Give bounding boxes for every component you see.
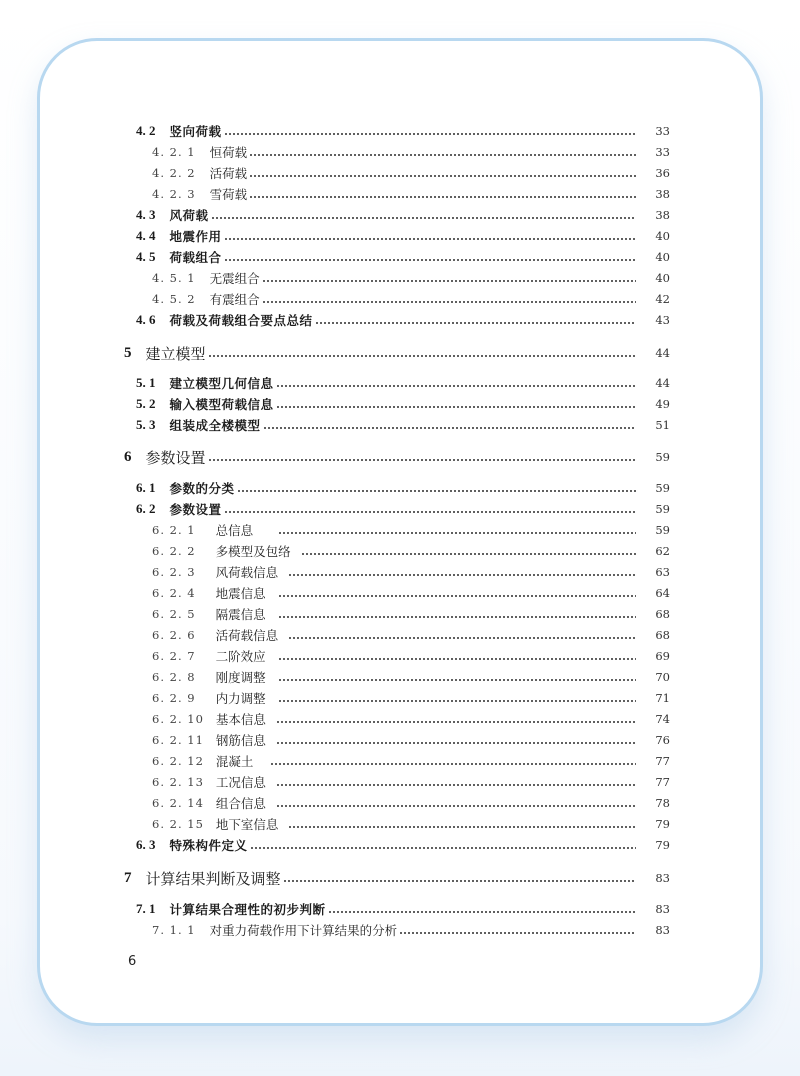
toc-entry-page: 62 xyxy=(655,544,670,558)
toc-entry-section[interactable] xyxy=(0,394,800,414)
toc-leader-dots xyxy=(278,595,636,597)
toc-entry-number: 4. 4 xyxy=(136,228,156,243)
toc-entry-title: 对重力荷载作用下计算结果的分析 xyxy=(209,923,398,938)
toc-entry-sub2[interactable] xyxy=(0,541,800,561)
toc-entry-title: 参数设置 xyxy=(169,502,222,517)
toc-entry-page: 59 xyxy=(655,502,670,516)
toc-entry-page: 64 xyxy=(655,586,670,600)
toc-entry-page: 77 xyxy=(655,754,670,768)
toc-entry-page: 76 xyxy=(655,733,670,747)
toc-entry-chapter[interactable] xyxy=(0,343,800,363)
toc-entry-sub2[interactable] xyxy=(0,520,800,540)
toc-entry-section[interactable] xyxy=(0,415,800,435)
toc-entry-section[interactable] xyxy=(0,373,800,393)
toc-leader-dots xyxy=(328,911,636,913)
toc-entry-page: 33 xyxy=(655,124,670,138)
toc-entry-section[interactable] xyxy=(0,478,800,498)
toc-entry-sub2[interactable] xyxy=(0,688,800,708)
toc-entry-page: 44 xyxy=(655,376,670,390)
toc-entry-number: 5. 2 xyxy=(136,396,156,411)
toc-entry-section[interactable] xyxy=(0,899,800,919)
toc-entry-sub[interactable] xyxy=(0,268,800,288)
toc-entry-title: 特殊构件定义 xyxy=(169,838,248,853)
toc-leader-dots xyxy=(208,355,636,357)
toc-entry-number: 4. 6 xyxy=(136,312,156,327)
toc-entry-number: 7 xyxy=(124,869,132,886)
toc-entry-sub2[interactable] xyxy=(0,793,800,813)
toc-entry-page: 69 xyxy=(655,649,670,663)
toc-entry-number: 4. 5. 1 xyxy=(152,271,196,285)
toc-entry-title: 输入模型荷载信息 xyxy=(169,397,274,412)
toc-entry-title: 荷载及荷载组合要点总结 xyxy=(169,313,313,328)
toc-leader-dots xyxy=(249,175,636,177)
toc-entry-number: 6. 2. 6 xyxy=(152,628,196,642)
toc-leader-dots xyxy=(249,154,636,156)
toc-leader-dots xyxy=(276,385,636,387)
toc-entry-number: 6. 3 xyxy=(136,837,156,852)
toc-leader-dots xyxy=(301,553,636,555)
toc-leader-dots xyxy=(278,532,636,534)
toc-entry-title: 参数的分类 xyxy=(169,481,235,496)
toc-leader-dots xyxy=(270,763,636,765)
toc-entry-page: 44 xyxy=(655,346,670,360)
toc-entry-page: 83 xyxy=(655,871,670,885)
toc-entry-number: 6. 2. 13 xyxy=(152,775,204,789)
toc-entry-number: 7. 1. 1 xyxy=(152,923,196,937)
toc-entry-title: 混凝土 xyxy=(215,754,254,769)
toc-entry-page: 70 xyxy=(655,670,670,684)
toc-leader-dots xyxy=(224,238,636,240)
toc-entry-number: 4. 2. 3 xyxy=(152,187,196,201)
toc-leader-dots xyxy=(262,280,636,282)
toc-entry-chapter[interactable] xyxy=(0,868,800,888)
toc-entry-title: 组合信息 xyxy=(215,796,266,811)
toc-entry-section[interactable] xyxy=(0,121,800,141)
toc-entry-number: 4. 5 xyxy=(136,249,156,264)
toc-entry-sub2[interactable] xyxy=(0,814,800,834)
toc-entry-title: 无震组合 xyxy=(209,271,260,286)
toc-leader-dots xyxy=(224,511,636,513)
toc-entry-page: 43 xyxy=(655,313,670,327)
toc-entry-page: 59 xyxy=(655,481,670,495)
toc-entry-title: 刚度调整 xyxy=(215,670,266,685)
toc-entry-sub[interactable] xyxy=(0,920,800,940)
toc-entry-title: 荷载组合 xyxy=(169,250,222,265)
toc-entry-number: 4. 2. 1 xyxy=(152,145,196,159)
toc-entry-number: 4. 2. 2 xyxy=(152,166,196,180)
toc-entry-number: 4. 3 xyxy=(136,207,156,222)
toc-entry-title: 有震组合 xyxy=(209,292,260,307)
toc-entry-section[interactable] xyxy=(0,226,800,246)
toc-entry-page: 63 xyxy=(655,565,670,579)
toc-entry-section[interactable] xyxy=(0,310,800,330)
toc-leader-dots xyxy=(237,490,636,492)
toc-leader-dots xyxy=(278,679,636,681)
toc-entry-section[interactable] xyxy=(0,499,800,519)
toc-entry-title: 基本信息 xyxy=(215,712,266,727)
toc-leader-dots xyxy=(208,459,636,461)
toc-leader-dots xyxy=(288,574,636,576)
toc-entry-title: 建立模型几何信息 xyxy=(169,376,274,391)
toc-entry-sub2[interactable] xyxy=(0,562,800,582)
toc-entry-page: 78 xyxy=(655,796,670,810)
toc-entry-sub2[interactable] xyxy=(0,646,800,666)
toc-entry-page: 77 xyxy=(655,775,670,789)
toc-entry-number: 6. 2. 10 xyxy=(152,712,204,726)
toc-entry-sub[interactable] xyxy=(0,289,800,309)
toc-entry-number: 6. 2. 4 xyxy=(152,586,196,600)
toc-leader-dots xyxy=(288,637,636,639)
page-number: 6 xyxy=(128,954,137,969)
toc-entry-title: 总信息 xyxy=(215,523,254,538)
toc-entry-sub2[interactable] xyxy=(0,625,800,645)
toc-leader-dots xyxy=(224,133,636,135)
toc-leader-dots xyxy=(278,616,636,618)
toc-entry-title: 风荷载信息 xyxy=(215,565,279,580)
toc-entry-page: 68 xyxy=(655,607,670,621)
toc-leader-dots xyxy=(276,805,636,807)
toc-leader-dots xyxy=(283,880,636,882)
toc-entry-number: 6. 2. 11 xyxy=(152,733,204,747)
toc-entry-title: 雪荷载 xyxy=(209,187,248,202)
toc-leader-dots xyxy=(249,196,636,198)
toc-leader-dots xyxy=(224,259,636,261)
toc-leader-dots xyxy=(276,721,636,723)
toc-entry-number: 6. 2. 5 xyxy=(152,607,196,621)
toc-entry-title: 建立模型 xyxy=(145,344,206,363)
toc-entry-chapter[interactable] xyxy=(0,447,800,467)
toc-entry-number: 6. 2. 12 xyxy=(152,754,204,768)
toc-entry-title: 恒荷载 xyxy=(209,145,248,160)
toc-entry-sub2[interactable] xyxy=(0,604,800,624)
toc-entry-sub[interactable] xyxy=(0,142,800,162)
toc-entry-sub2[interactable] xyxy=(0,772,800,792)
toc-entry-number: 5. 1 xyxy=(136,375,156,390)
toc-entry-number: 6. 2. 2 xyxy=(152,544,196,558)
toc-entry-title: 竖向荷载 xyxy=(169,124,222,139)
toc-entry-number: 6. 2. 15 xyxy=(152,817,204,831)
toc-entry-page: 71 xyxy=(655,691,670,705)
toc-entry-number: 6. 1 xyxy=(136,480,156,495)
toc-entry-page: 83 xyxy=(655,923,670,937)
toc-entry-number: 6. 2. 8 xyxy=(152,670,196,684)
toc-leader-dots xyxy=(263,427,636,429)
toc-entry-page: 83 xyxy=(655,902,670,916)
toc-entry-page: 38 xyxy=(655,208,670,222)
toc-entry-sub[interactable] xyxy=(0,184,800,204)
toc-entry-title: 组装成全楼模型 xyxy=(169,418,261,433)
toc-entry-page: 59 xyxy=(655,450,670,464)
toc-entry-page: 42 xyxy=(655,292,670,306)
toc-leader-dots xyxy=(278,700,636,702)
toc-leader-dots xyxy=(262,301,636,303)
toc-entry-page: 38 xyxy=(655,187,670,201)
toc-leader-dots xyxy=(276,784,636,786)
toc-leader-dots xyxy=(399,932,636,934)
toc-leader-dots xyxy=(276,742,636,744)
toc-entry-number: 6. 2. 9 xyxy=(152,691,196,705)
toc-entry-title: 活荷载信息 xyxy=(215,628,279,643)
toc-entry-number: 7. 1 xyxy=(136,901,156,916)
toc-entry-page: 79 xyxy=(655,817,670,831)
toc-entry-title: 地震信息 xyxy=(215,586,266,601)
toc-entry-section[interactable] xyxy=(0,205,800,225)
toc-entry-title: 地下室信息 xyxy=(215,817,279,832)
toc-entry-section[interactable] xyxy=(0,247,800,267)
toc-entry-title: 参数设置 xyxy=(145,448,206,467)
toc-entry-title: 风荷载 xyxy=(169,208,209,223)
toc-entry-number: 6 xyxy=(124,448,132,465)
toc-entry-page: 40 xyxy=(655,250,670,264)
toc-entry-title: 钢筋信息 xyxy=(215,733,266,748)
toc-entry-page: 40 xyxy=(655,271,670,285)
toc-leader-dots xyxy=(211,217,636,219)
toc-entry-title: 地震作用 xyxy=(169,229,222,244)
toc-entry-number: 6. 2. 7 xyxy=(152,649,196,663)
toc-leader-dots xyxy=(315,322,636,324)
toc-entry-page: 33 xyxy=(655,145,670,159)
toc-leader-dots xyxy=(276,406,636,408)
toc-entry-sub2[interactable] xyxy=(0,730,800,750)
toc-entry-title: 隔震信息 xyxy=(215,607,266,622)
toc-entry-page: 51 xyxy=(655,418,670,432)
toc-entry-sub2[interactable] xyxy=(0,709,800,729)
toc-entry-title: 活荷载 xyxy=(209,166,248,181)
toc-entry-title: 计算结果判断及调整 xyxy=(145,869,281,888)
toc-entry-title: 计算结果合理性的初步判断 xyxy=(169,902,326,917)
toc-entry-sub2[interactable] xyxy=(0,583,800,603)
toc-entry-number: 6. 2 xyxy=(136,501,156,516)
toc-entry-title: 多模型及包络 xyxy=(215,544,291,559)
toc-entry-page: 36 xyxy=(655,166,670,180)
toc-entry-page: 59 xyxy=(655,523,670,537)
toc-entry-number: 5 xyxy=(124,344,132,361)
toc-entry-page: 40 xyxy=(655,229,670,243)
toc-leader-dots xyxy=(250,847,636,849)
toc-entry-number: 6. 2. 3 xyxy=(152,565,196,579)
toc-entry-sub2[interactable] xyxy=(0,667,800,687)
toc-entry-sub2[interactable] xyxy=(0,751,800,771)
toc-entry-page: 74 xyxy=(655,712,670,726)
toc-entry-page: 49 xyxy=(655,397,670,411)
toc-entry-number: 4. 2 xyxy=(136,123,156,138)
toc-leader-dots xyxy=(288,826,636,828)
toc-entry-number: 6. 2. 14 xyxy=(152,796,204,810)
toc-entry-number: 6. 2. 1 xyxy=(152,523,196,537)
toc-entry-page: 68 xyxy=(655,628,670,642)
toc-entry-title: 工况信息 xyxy=(215,775,266,790)
toc-leader-dots xyxy=(278,658,636,660)
toc-entry-title: 内力调整 xyxy=(215,691,266,706)
toc-entry-title: 二阶效应 xyxy=(215,649,266,664)
toc-entry-page: 79 xyxy=(655,838,670,852)
toc-entry-number: 5. 3 xyxy=(136,417,156,432)
toc-entry-sub[interactable] xyxy=(0,163,800,183)
toc-entry-section[interactable] xyxy=(0,835,800,855)
toc-entry-number: 4. 5. 2 xyxy=(152,292,196,306)
